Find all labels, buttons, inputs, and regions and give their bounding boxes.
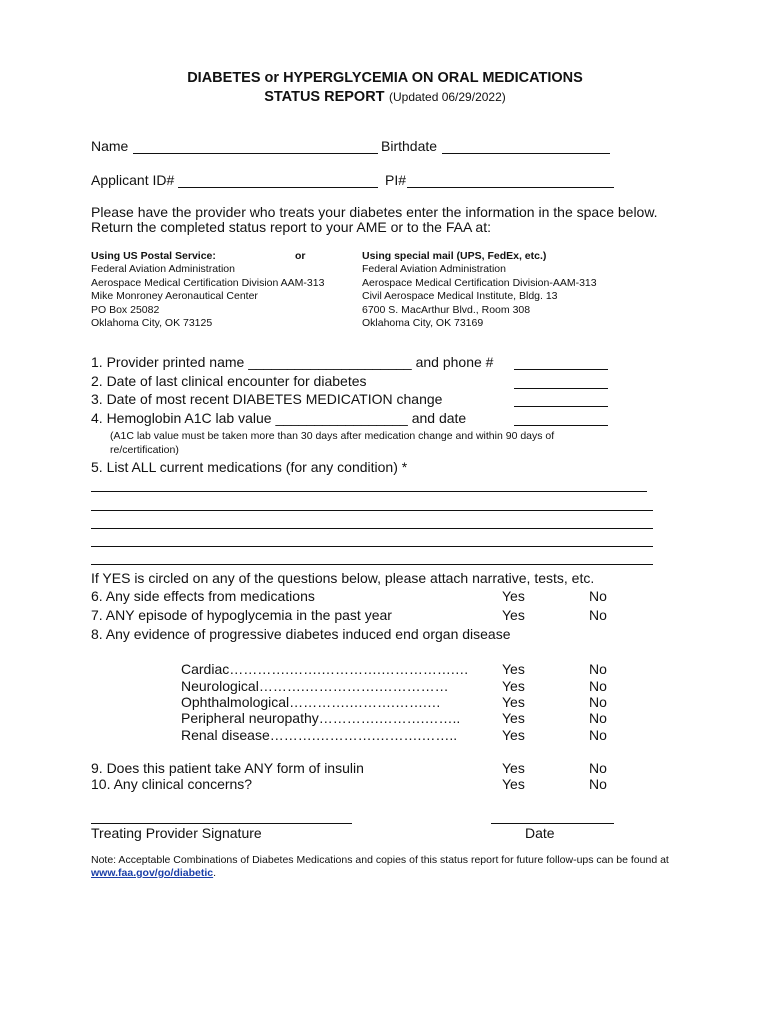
special-address (362, 263, 597, 331)
organ-peripheral-neuropathy: Peripheral neuropathy………….……….…….. (181, 710, 461, 726)
medications-line[interactable] (91, 491, 647, 492)
question-9: 9. Does this patient take ANY form of insulin (91, 760, 364, 776)
neurological-yes[interactable]: Yes (502, 678, 525, 694)
instructions-line-2: Return the completed status report to your AME or to the FAA at: (91, 219, 491, 235)
organ-neurological: Neurological……….…………….…………… (181, 678, 449, 694)
organ-cardiac: Cardiac………….…….………….…………….… (181, 661, 469, 677)
applicant-id-field[interactable] (178, 187, 378, 188)
footer-link-line (91, 867, 216, 881)
ophthalmological-no[interactable]: No (589, 694, 607, 710)
footer-period: . (213, 867, 217, 879)
question-10: 10. Any clinical concerns? (91, 776, 253, 792)
postal-line: Federal Aviation Administration (91, 263, 235, 275)
provider-phone-field[interactable] (514, 369, 608, 370)
a1c-note-line-1: (A1C lab value must be taken more than 30 days after medication change and within 90 days of (110, 430, 555, 442)
ophthalmological-yes[interactable]: Yes (502, 694, 525, 710)
postal-line: Oklahoma City, OK 73125 (91, 317, 213, 329)
q7-no[interactable]: No (589, 607, 607, 623)
birthdate-label: Birthdate (381, 138, 438, 154)
question-4: 4. Hemoglobin A1C lab value _________________ and date (91, 410, 467, 426)
birthdate-field[interactable] (442, 153, 610, 154)
special-mail-heading: Using special mail (UPS, FedEx, etc.) (362, 250, 547, 262)
question-2: 2. Date of last clinical encounter for diabetes (91, 373, 367, 389)
form-subtitle: STATUS REPORT (264, 89, 385, 105)
pi-field[interactable] (407, 187, 614, 188)
applicant-id-label: Applicant ID# (91, 172, 175, 188)
postal-line: PO Box 25082 (91, 303, 160, 316)
question-6: 6. Any side effects from medications (91, 588, 315, 604)
q7-yes[interactable]: Yes (502, 607, 525, 623)
medications-line[interactable] (91, 528, 653, 529)
q10-yes[interactable]: Yes (502, 776, 525, 792)
organ-renal: Renal disease……….………….……….…….. (181, 727, 458, 743)
medications-line[interactable] (91, 546, 653, 547)
medications-line[interactable] (91, 510, 653, 511)
a1c-date-field[interactable] (514, 425, 608, 426)
question-7: 7. ANY episode of hypoglycemia in the past year (91, 607, 392, 623)
renal-no[interactable]: No (589, 727, 607, 743)
postal-heading: Using US Postal Service: (91, 250, 216, 262)
pi-label: PI# (385, 172, 407, 188)
special-line: 6700 S. MacArthur Blvd., Room 308 (362, 303, 531, 316)
cardiac-no[interactable]: No (589, 661, 607, 677)
q9-yes[interactable]: Yes (502, 760, 525, 776)
address-or: or (295, 250, 306, 262)
instructions-line-1: Please have the provider who treats your diabetes enter the information in the space below. (91, 204, 658, 220)
q6-no[interactable]: No (589, 588, 607, 604)
last-encounter-field[interactable] (514, 388, 608, 389)
medications-line[interactable] (91, 564, 653, 565)
special-line: Civil Aerospace Medical Institute, Bldg. 13 (362, 290, 558, 302)
updated-date: (Updated 06/29/2022) (389, 90, 506, 104)
diabetic-link[interactable]: www.faa.gov/go/diabetic (91, 867, 214, 879)
a1c-note-line-2: re/certification) (110, 443, 179, 456)
special-line: Federal Aviation Administration (362, 263, 506, 275)
q9-no[interactable]: No (589, 760, 607, 776)
question-1: 1. Provider printed name _____________________ and phone # (91, 354, 494, 370)
postal-line: Aerospace Medical Certification Division AAM-313 (91, 276, 325, 289)
question-3: 3. Date of most recent DIABETES MEDICATION change (91, 391, 443, 407)
peripheral-neuropathy-yes[interactable]: Yes (502, 710, 525, 726)
neurological-no[interactable]: No (589, 678, 607, 694)
yes-no-intro: If YES is circled on any of the questions below, please attach narrative, tests, etc. (91, 570, 595, 586)
q10-no[interactable]: No (589, 776, 607, 792)
postal-line: Mike Monroney Aeronautical Center (91, 290, 258, 302)
peripheral-neuropathy-no[interactable]: No (589, 710, 607, 726)
date-line[interactable] (491, 823, 614, 824)
special-line: Oklahoma City, OK 73169 (362, 317, 484, 329)
signature-label: Treating Provider Signature (91, 825, 262, 841)
q6-yes[interactable]: Yes (502, 588, 525, 604)
signature-line[interactable] (91, 823, 352, 824)
form-title: DIABETES or HYPERGLYCEMIA ON ORAL MEDICATIONS (187, 70, 583, 86)
footer-note: Note: Acceptable Combinations of Diabetes Medications and copies of this status report for future follow-ups can be found at (91, 854, 669, 866)
question-8: 8. Any evidence of progressive diabetes induced end organ disease (91, 626, 511, 642)
medication-change-field[interactable] (514, 406, 608, 407)
special-line: Aerospace Medical Certification Division-AAM-313 (362, 276, 597, 289)
postal-address (91, 263, 324, 331)
a1c-note (110, 430, 554, 457)
name-field[interactable] (133, 153, 378, 154)
name-label: Name (91, 138, 129, 154)
date-label: Date (525, 825, 555, 841)
form-subtitle-line (0, 88, 770, 106)
question-5: 5. List ALL current medications (for any condition) * (91, 459, 408, 475)
cardiac-yes[interactable]: Yes (502, 661, 525, 677)
organ-ophthalmological: Ophthalmological………….……….…….… (181, 694, 441, 710)
renal-yes[interactable]: Yes (502, 727, 525, 743)
